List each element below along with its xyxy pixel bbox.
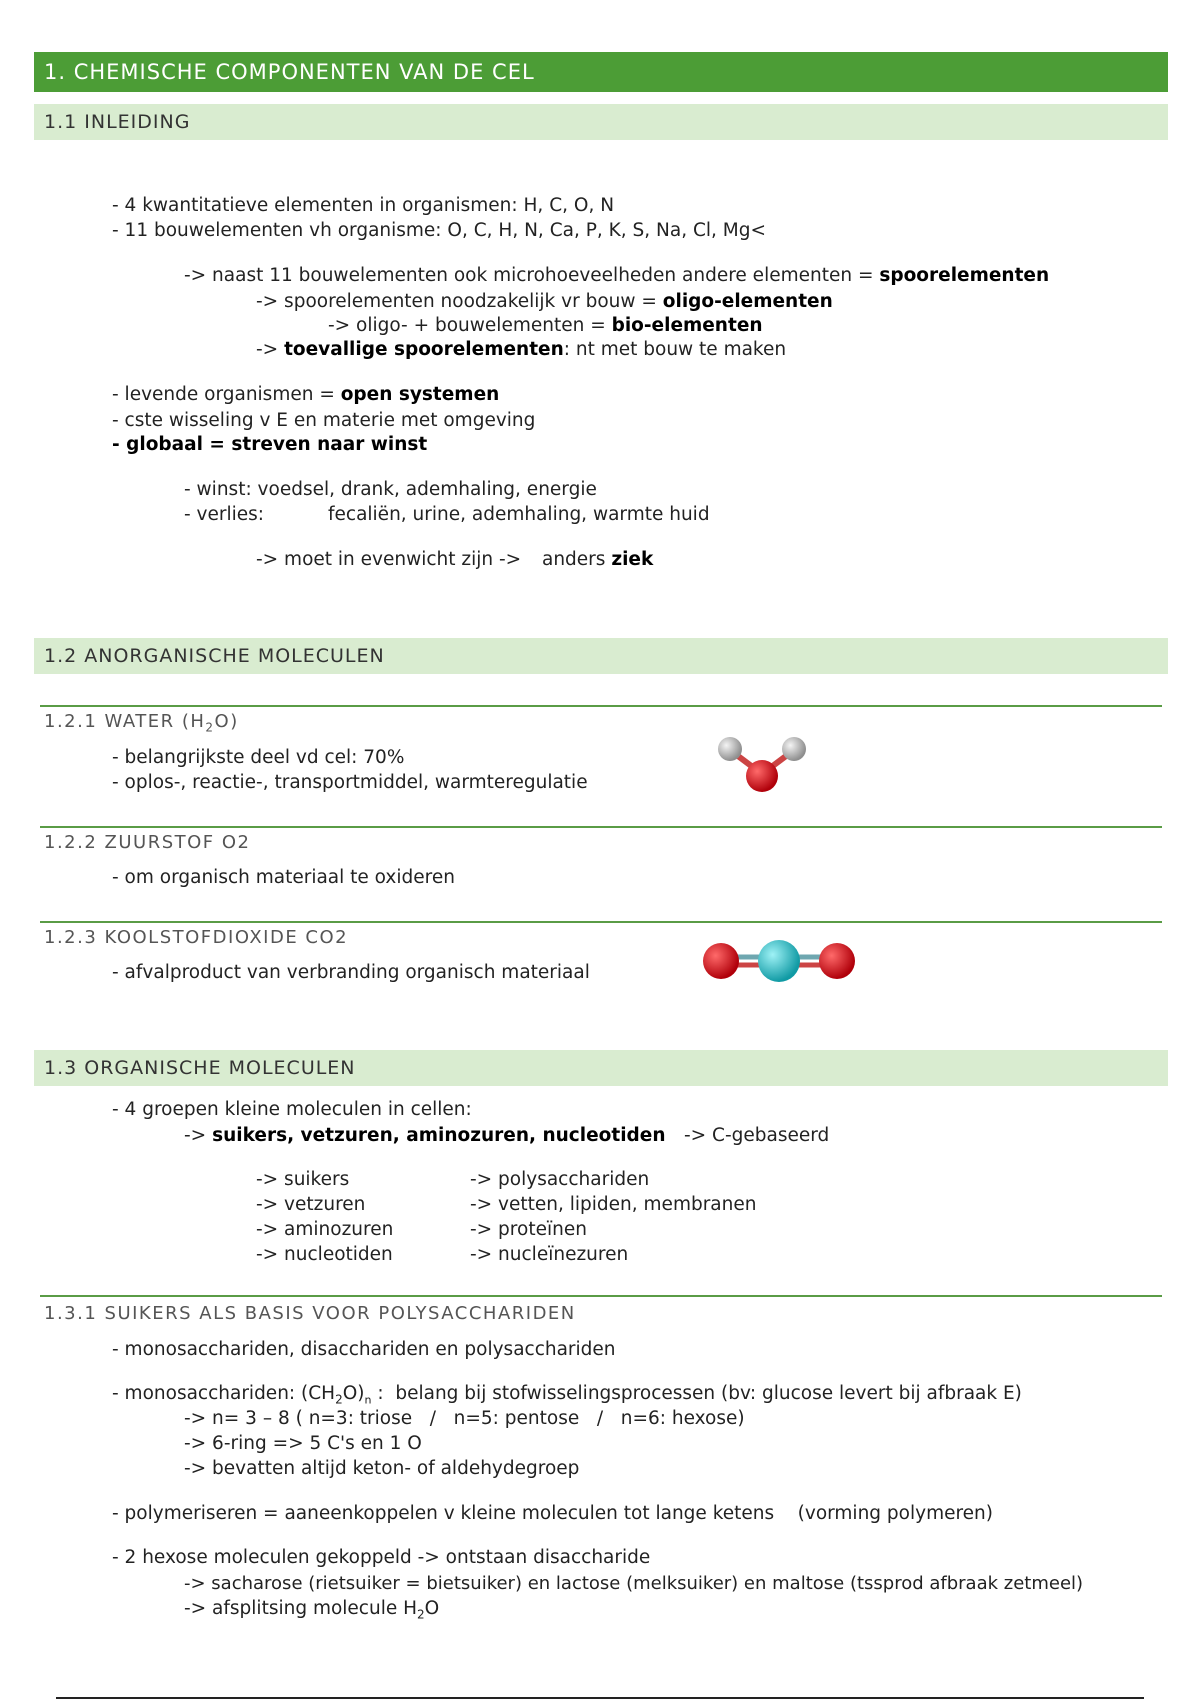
list-item: -> vetten, lipiden, membranen — [470, 1194, 757, 1215]
subsection-title-zuurstof: 1.2.2 ZUURSTOF O2 — [44, 832, 251, 853]
hydrogen-atom — [718, 737, 742, 761]
text-line: -> spoorelementen noodzakelijk vr bouw = oligo-elementen — [256, 291, 833, 312]
text-line: - afvalproduct van verbranding organisch materiaal — [112, 962, 590, 983]
text-line: -> afsplitsing molecule $H_2O$ — [184, 1598, 440, 1622]
text-line: - 4 groepen kleine moleculen in cellen: — [112, 1099, 472, 1120]
text-line: fecaliën, urine, ademhaling, warmte huid — [328, 504, 710, 525]
list-item: -> proteïnen — [470, 1219, 587, 1240]
section-divider — [40, 705, 1162, 707]
footer-divider — [56, 1697, 1144, 1699]
chapter-header: 1. CHEMISCHE COMPONENTEN VAN DE CEL — [34, 52, 1168, 92]
list-item: -> vetzuren — [256, 1194, 366, 1215]
text-line: -> suikers, vetzuren, aminozuren, nucleotiden — [184, 1125, 666, 1146]
water-molecule-image — [712, 730, 812, 796]
list-item: -> nucleotiden — [256, 1244, 393, 1265]
section-divider — [40, 921, 1162, 923]
text-line: - monosacchariden: $(CH_2O)_n$ : belang bij stofwisselingsprocessen (bv: glucose levert bij afbraak E) — [112, 1383, 1022, 1407]
text-line: -> bevatten altijd keton- of aldehydegroep — [184, 1458, 580, 1479]
section-header-inleiding: 1.1 INLEIDING — [34, 104, 1168, 140]
subsection-title-suikers: 1.3.1 SUIKERS ALS BASIS VOOR POLYSACCHARIDEN — [44, 1303, 576, 1324]
text-line: - oplos-, reactie-, transportmiddel, warmteregulatie — [112, 772, 588, 793]
text-line: - globaal = streven naar winst — [112, 434, 428, 455]
list-item: -> aminozuren — [256, 1219, 394, 1240]
text-line: - 2 hexose moleculen gekoppeld -> ontstaan disaccharide — [112, 1547, 651, 1568]
text-line: -> C-gebaseerd — [684, 1125, 830, 1146]
text-line: - belangrijkste deel vd cel: 70% — [112, 747, 405, 768]
text-line: anders ziek — [542, 549, 654, 570]
text-line: - levende organismen = open systemen — [112, 384, 500, 405]
oxygen-atom — [746, 760, 778, 792]
text-line: -> toevallige spoorelementen: nt met bouw te maken — [256, 339, 787, 360]
text-line: - monosacchariden, disacchariden en polysacchariden — [112, 1339, 616, 1360]
text-line: - 11 bouwelementen vh organisme: O, C, H, N, Ca, P, K, S, Na, Cl, Mg< — [112, 220, 766, 241]
list-item: -> nucleïnezuren — [470, 1244, 629, 1265]
section-header-organisch: 1.3 ORGANISCHE MOLECULEN — [34, 1050, 1168, 1086]
section-header-anorganisch: 1.2 ANORGANISCHE MOLECULEN — [34, 638, 1168, 674]
list-item: -> polysacchariden — [470, 1169, 650, 1190]
hydrogen-atom — [782, 737, 806, 761]
co2-molecule-image — [700, 936, 860, 986]
oxygen-atom — [703, 943, 739, 979]
subsection-title-co2: 1.2.3 KOOLSTOFDIOXIDE CO2 — [44, 927, 349, 948]
oxygen-atom — [819, 943, 855, 979]
subsection-title-water: 1.2.1 WATER $(H_2O)$ — [44, 711, 239, 735]
text-line: -> n= 3 – 8 ( n=3: triose / n=5: pentose / n=6: hexose) — [184, 1408, 745, 1429]
list-item: -> suikers — [256, 1169, 350, 1190]
text-line: -> oligo- + bouwelementen = bio-elementen — [328, 315, 763, 336]
text-line: - cste wisseling v E en materie met omgeving — [112, 410, 536, 431]
carbon-atom — [758, 940, 800, 982]
text-line: -> naast 11 bouwelementen ook microhoeveelheden andere elementen = spoorelementen — [184, 265, 1050, 286]
section-divider — [40, 826, 1162, 828]
section-divider — [40, 1295, 1162, 1297]
text-line: - polymeriseren = aaneenkoppelen v kleine moleculen tot lange ketens (vorming polymeren) — [112, 1503, 993, 1524]
text-line: - winst: voedsel, drank, ademhaling, energie — [184, 479, 597, 500]
text-line: - om organisch materiaal te oxideren — [112, 867, 455, 888]
text-line: - 4 kwantitatieve elementen in organismen: H, C, O, N — [112, 195, 615, 216]
text-line: -> moet in evenwicht zijn -> — [256, 549, 522, 570]
text-line: -> sacharose (rietsuiker = bietsuiker) en lactose (melksuiker) en maltose (tssprod afbraak zetmeel) — [184, 1573, 1084, 1594]
text-line: -> 6-ring => 5 C's en 1 O — [184, 1433, 422, 1454]
text-line: - verlies: — [184, 504, 265, 525]
